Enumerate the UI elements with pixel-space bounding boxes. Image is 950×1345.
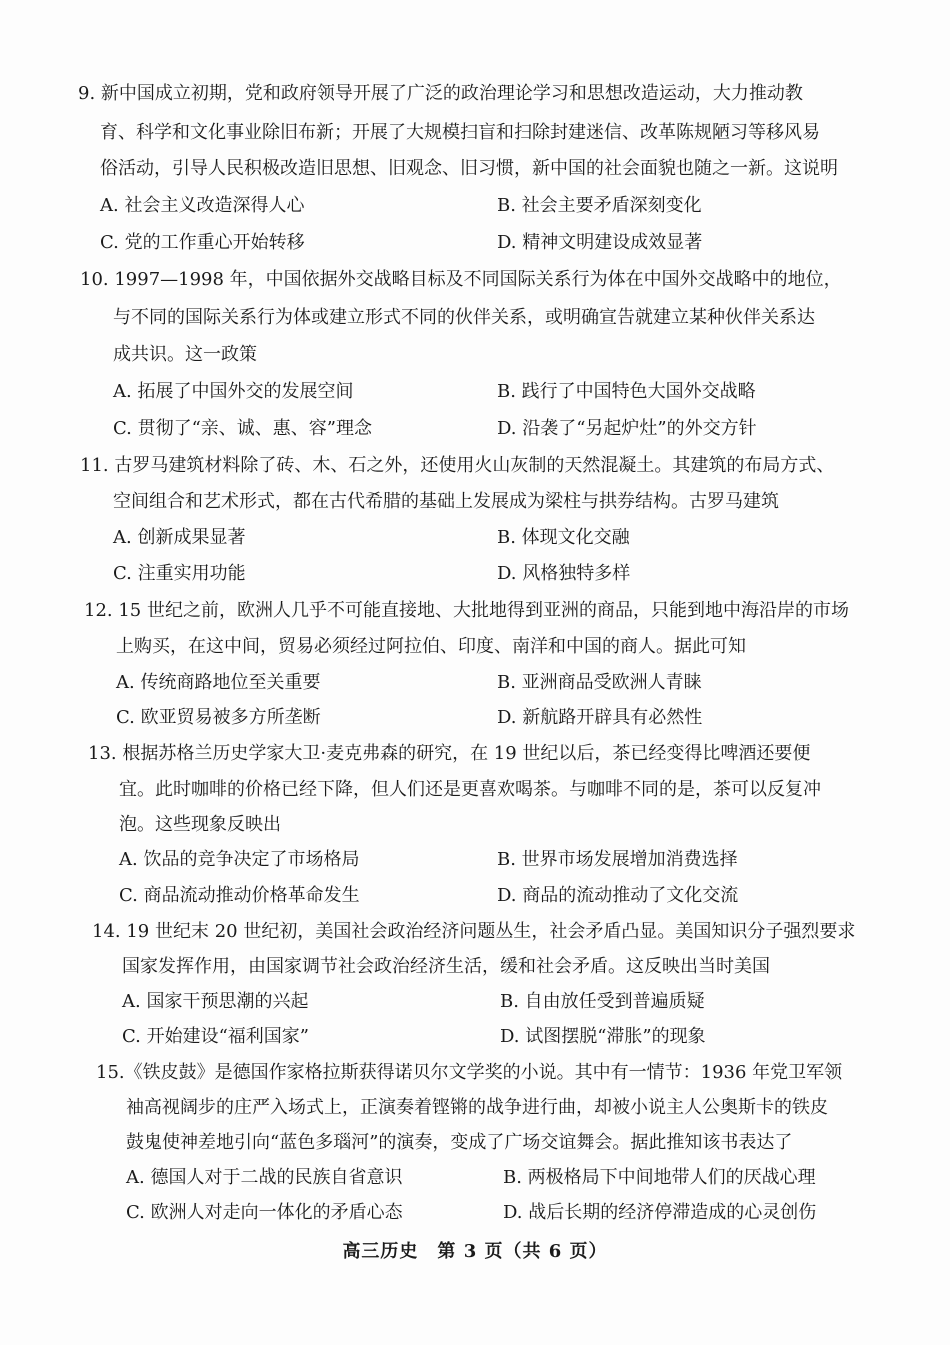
question-text: 袖高视阔步的庄严入场式上，正演奏着铿锵的战争进行曲，却被小说主人公奥斯卡的铁皮	[126, 1097, 828, 1118]
option-b: B. 践行了中国特色大国外交战略	[497, 381, 756, 402]
option-a: A. 创新成果显著	[113, 527, 246, 548]
question-text: 9. 新中国成立初期，党和政府领导开展了广泛的政治理论学习和思想改造运动，大力推动教	[78, 83, 803, 104]
option-b: B. 世界市场发展增加消费选择	[497, 849, 738, 870]
question-text: 宜。此时咖啡的价格已经下降，但人们还是更喜欢喝茶。与咖啡不同的是，茶可以反复冲	[119, 779, 821, 800]
option-a: A. 传统商路地位至关重要	[116, 672, 321, 693]
option-a: A. 饮品的竞争决定了市场格局	[119, 849, 360, 870]
option-c: C. 欧洲人对走向一体化的矛盾心态	[126, 1202, 403, 1223]
option-b: B. 自由放任受到普遍质疑	[500, 991, 705, 1012]
question-text: 育、科学和文化事业除旧布新；开展了大规模扫盲和扫除封建迷信、改革陈规陋习等移风易	[100, 122, 820, 143]
option-d: D. 沿袭了“另起炉灶”的外交方针	[497, 418, 757, 439]
option-d: D. 试图摆脱“滞胀”的现象	[500, 1026, 706, 1047]
question-text: 上购买，在这中间，贸易必须经过阿拉伯、印度、南洋和中国的商人。据此可知	[116, 636, 746, 657]
option-d: D. 新航路开辟具有必然性	[497, 707, 703, 728]
question-text: 与不同的国际关系行为体或建立形式不同的伙伴关系，或明确宣告就建立某种伙伴关系达	[113, 307, 815, 328]
option-c: C. 注重实用功能	[113, 563, 246, 584]
option-b: B. 社会主要矛盾深刻变化	[497, 195, 702, 216]
option-c: C. 党的工作重心开始转移	[100, 232, 305, 253]
question-text: 俗活动，引导人民积极改造旧思想、旧观念、旧习惯，新中国的社会面貌也随之一新。这说明	[100, 158, 838, 179]
option-b: B. 体现文化交融	[497, 527, 630, 548]
question-text: 10. 1997—1998 年，中国依据外交战略目标及不同国际关系行为体在中国外交战略中的地位，	[80, 269, 842, 290]
option-d: D. 精神文明建设成效显著	[497, 232, 703, 253]
question-text: 11. 古罗马建筑材料除了砖、木、石之外，还使用火山灰制的天然混凝土。其建筑的布局方式、	[80, 455, 835, 476]
question-text: 12. 15 世纪之前，欧洲人几乎不可能直接地、大批地得到亚洲的商品，只能到地中海沿岸的市场	[84, 600, 849, 621]
option-b: B. 亚洲商品受欧洲人青睐	[497, 672, 702, 693]
option-c: C. 欧亚贸易被多方所垄断	[116, 707, 321, 728]
option-a: A. 拓展了中国外交的发展空间	[113, 381, 354, 402]
option-c: C. 开始建设“福利国家”	[122, 1026, 309, 1047]
option-b: B. 两极格局下中间地带人们的厌战心理	[503, 1167, 816, 1188]
question-text: 15.《铁皮鼓》是德国作家格拉斯获得诺贝尔文学奖的小说。其中有一情节：1936 年党卫军领	[96, 1062, 843, 1083]
question-text: 14. 19 世纪末 20 世纪初，美国社会政治经济问题丛生，社会矛盾凸显。美国知识分子强烈要求	[92, 921, 856, 942]
question-text: 空间组合和艺术形式，都在古代希腊的基础上发展成为梁柱与拱券结构。古罗马建筑	[113, 491, 779, 512]
option-a: A. 社会主义改造深得人心	[100, 195, 305, 216]
page-footer: 高三历史 第 3 页（共 6 页）	[342, 1241, 608, 1262]
question-text: 成共识。这一政策	[113, 344, 257, 365]
question-text: 鼓鬼使神差地引向“蓝色多瑙河”的演奏，变成了广场交谊舞会。据此推知该书表达了	[126, 1132, 793, 1153]
option-a: A. 德国人对于二战的民族自省意识	[126, 1167, 403, 1188]
option-c: C. 贯彻了“亲、诚、惠、容”理念	[113, 418, 372, 439]
option-d: D. 战后长期的经济停滞造成的心灵创伤	[503, 1202, 817, 1223]
option-c: C. 商品流动推动价格革命发生	[119, 885, 360, 906]
question-text: 国家发挥作用，由国家调节社会政治经济生活，缓和社会矛盾。这反映出当时美国	[122, 956, 770, 977]
option-d: D. 商品的流动推动了文化交流	[497, 885, 739, 906]
question-text: 13. 根据苏格兰历史学家大卫·麦克弗森的研究，在 19 世纪以后，茶已经变得比啤酒还要便	[88, 743, 811, 764]
option-a: A. 国家干预思潮的兴起	[122, 991, 309, 1012]
option-d: D. 风格独特多样	[497, 563, 631, 584]
question-text: 泡。这些现象反映出	[119, 814, 281, 835]
